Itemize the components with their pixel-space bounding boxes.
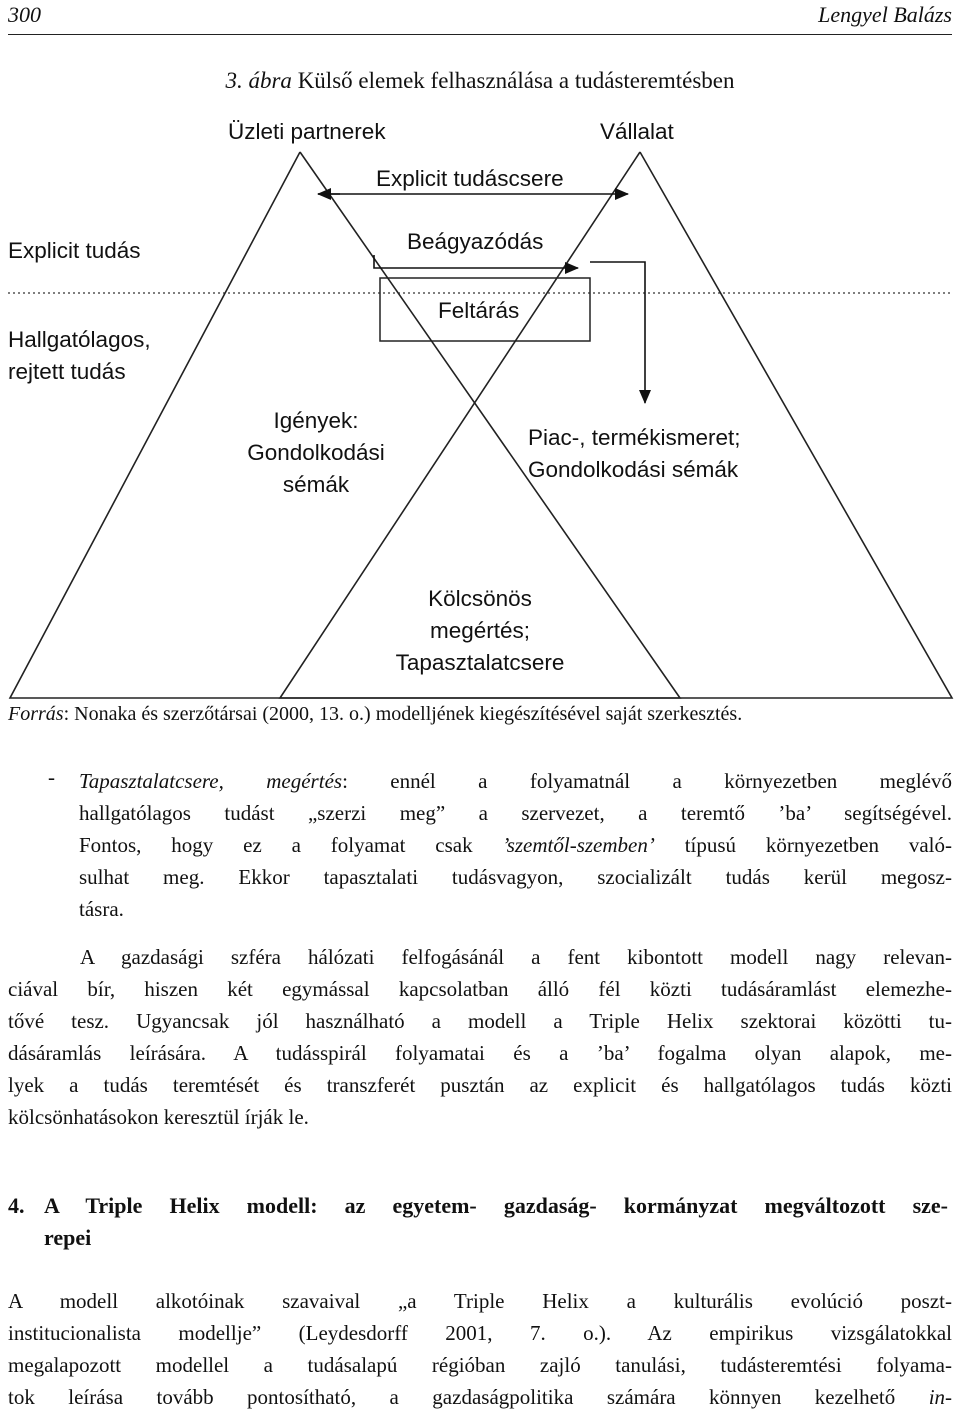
- figure-source: [8, 703, 742, 726]
- label-uncovering: Feltárás: [438, 298, 520, 323]
- label-market-2: Gondolkodási sémák: [528, 457, 739, 482]
- text-line: kölcsönhatásokon keresztül írják le.: [8, 1105, 309, 1129]
- label-business-partners: Üzleti partnerek: [228, 119, 386, 144]
- text-line: tásra.: [79, 897, 124, 921]
- text-line: [79, 765, 952, 797]
- section-title-line: A Triple Helix modell: az egyetem- gazdaság- kormányzat megváltozott sze-: [44, 1193, 948, 1218]
- label-mutual-1: Kölcsönös: [428, 586, 532, 611]
- label-company: Vállalat: [600, 119, 674, 144]
- label-tacit-1: Hallgatólagos,: [8, 327, 151, 352]
- text-line: [8, 1381, 952, 1413]
- text-line: tővé tesz. Ugyancsak jól használható a modell a Triple Helix szektorai közötti tu-: [8, 1009, 952, 1033]
- text-line-content: típusú környezetben való-: [684, 833, 952, 857]
- text-line: A modell alkotóinak szavaival „a Triple Helix a kulturális evolúció poszt-: [8, 1289, 952, 1313]
- source-label: Forrás: [8, 703, 64, 725]
- paragraph-1: [8, 941, 952, 1133]
- label-embedding: Beágyazódás: [407, 229, 544, 254]
- bullet-dash: -: [48, 765, 55, 789]
- uncovering-arrow: [590, 262, 645, 403]
- label-explicit-knowledge: Explicit tudás: [8, 238, 141, 263]
- figure-caption: Külső elemek felhasználása a tudásteremtésben: [297, 68, 735, 93]
- text-line: sulhat meg. Ekkor tapasztalati tudásvagyon, szocializált tudás kerül megosz-: [79, 865, 952, 889]
- running-author: Lengyel Balázs: [818, 2, 952, 27]
- embedding-arrow: [374, 255, 578, 268]
- label-tacit-2: rejtett tudás: [8, 359, 126, 384]
- label-needs-1: Igények:: [273, 408, 359, 433]
- label-needs-3: sémák: [282, 472, 350, 497]
- text-line: ciával bír, hiszen két egymással kapcsolatban álló fél közti tudásáramlást elemezhe-: [8, 977, 952, 1001]
- text-line-content: tok leírása tovább pontosítható, a gazdaságpolitika számára könnyen kezelhető: [8, 1385, 896, 1409]
- label-market-1: Piac-, termékismeret;: [528, 425, 741, 450]
- figure-title: [0, 68, 960, 94]
- text-line: A gazdasági szféra hálózati felfogásánál a fent kibontott modell nagy relevan-: [80, 945, 952, 969]
- text-line-content: : ennél a folyamatnál a környezetben meglévő: [342, 769, 952, 793]
- figure-number: 3. ábra: [225, 68, 292, 93]
- section-number: 4.: [8, 1193, 25, 1218]
- text-line: dásáramlás leírására. A tudásspirál folyamatai és a ’ba’ fogalma olyan alapok, me-: [8, 1041, 952, 1065]
- label-mutual-3: Tapasztalatcsere: [395, 650, 565, 675]
- section-title-line: repei: [44, 1225, 92, 1250]
- knowledge-creation-diagram: [0, 100, 960, 705]
- emphasis: ’szemtől-szemben’: [502, 833, 655, 857]
- page-header: [8, 0, 952, 35]
- source-text: : Nonaka és szerzőtársai (2000, 13. o.) modelljének kiegészítésével saját szerkesztés.: [63, 703, 743, 725]
- label-explicit-exchange: Explicit tudáscsere: [376, 166, 564, 191]
- page-number: 300: [8, 2, 41, 27]
- text-line: institucionalista modellje” (Leydesdorff 2001, 7. o.). Az empirikus vizsgálatokkal: [8, 1321, 952, 1345]
- text-line: megalapozott modellel a tudásalapú régióban zajló tanulási, tudásteremtési folyama-: [8, 1353, 952, 1377]
- label-needs-2: Gondolkodási: [247, 440, 385, 465]
- label-mutual-2: megértés;: [429, 618, 531, 643]
- text-line: hallgatólagos tudást „szerzi meg” a szervezet, a teremtő ’ba’ segítségével.: [79, 801, 952, 825]
- text-line-content: Fontos, hogy ez a folyamat csak: [79, 833, 503, 857]
- paragraph-2: [8, 1285, 952, 1413]
- bullet-paragraph: [79, 765, 952, 925]
- emphasis: in-: [928, 1385, 953, 1409]
- text-line: lyek a tudás teremtését és transzferét pusztán az explicit és hallgatólagos tudás közti: [8, 1073, 952, 1097]
- bullet-term: Tapasztalatcsere, megértés: [79, 769, 343, 793]
- text-line: [79, 829, 952, 861]
